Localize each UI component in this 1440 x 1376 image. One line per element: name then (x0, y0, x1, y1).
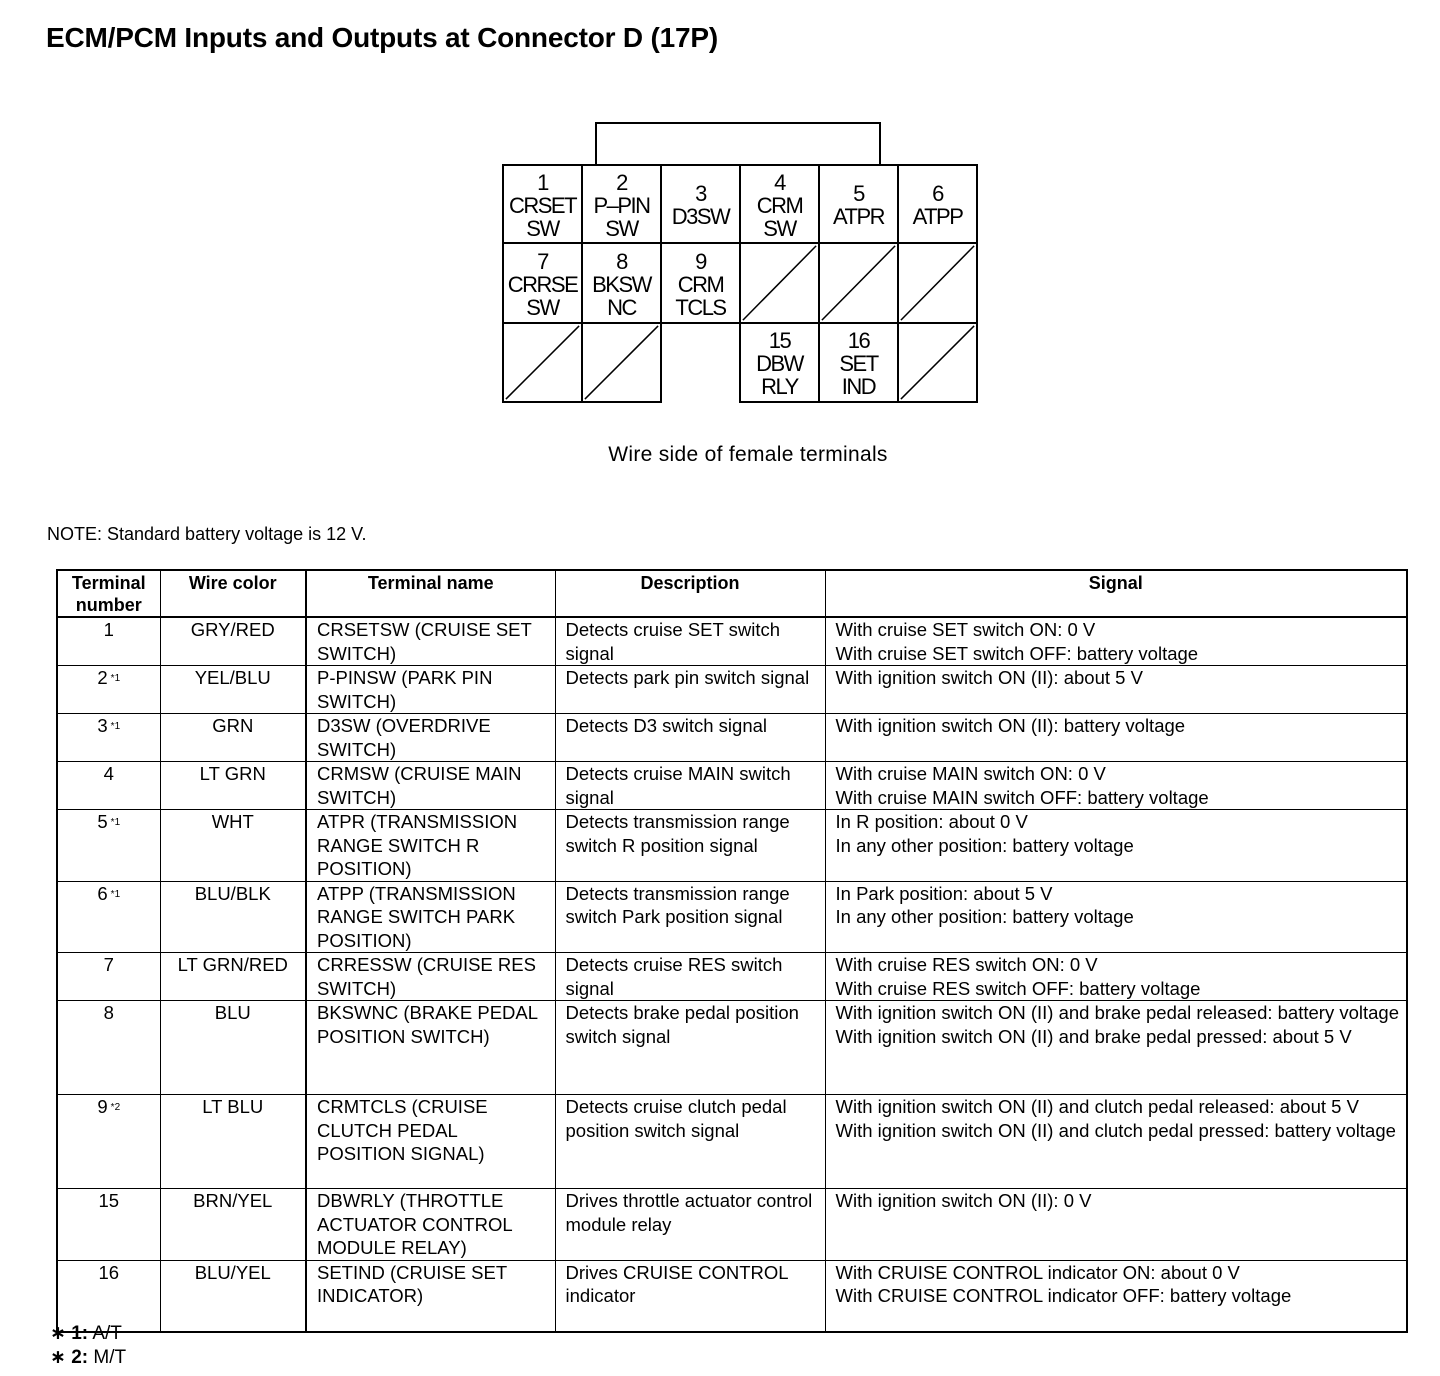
signal-line: With cruise MAIN switch OFF: battery voltage (835, 786, 1209, 808)
description-header: Description (555, 570, 825, 617)
signal-line: With ignition switch ON (II) and brake pedal pressed: about 5 V (835, 1025, 1352, 1047)
terminal-label: IND (841, 374, 876, 399)
terminal-label: BKSW (592, 271, 651, 297)
signal-line: With ignition switch ON (II) and brake pedal released: battery voltage (835, 1002, 1400, 1023)
terminal-number: 5 (853, 181, 864, 206)
signal-header: Signal (825, 570, 1407, 617)
footnote-reference: *1 (110, 673, 121, 684)
signal-cell (825, 1189, 1407, 1261)
wire-color-cell: BRN/YEL (160, 1189, 306, 1261)
footnote (50, 1322, 126, 1346)
table-row (57, 1001, 1407, 1095)
terminal-label: SET (839, 351, 878, 376)
terminal-name-cell: CRSETSW (CRUISE SET SWITCH) (306, 617, 555, 666)
description-cell: Detects transmission range switch R position signal (555, 810, 825, 882)
terminal-label: TCLS (675, 294, 726, 320)
footnotes (50, 1322, 126, 1370)
terminal-label: NC (607, 294, 636, 320)
terminal-number: 9 (97, 1096, 108, 1117)
terminal-number-cell (57, 1095, 160, 1189)
description-cell: Detects transmission range switch Park position signal (555, 881, 825, 953)
table-row (57, 762, 1407, 810)
terminal-number: 1 (537, 169, 548, 195)
terminal-number-cell (57, 714, 160, 762)
signal-line: With ignition switch ON (II) and clutch pedal pressed: battery voltage (835, 1119, 1396, 1141)
signal-cell (825, 714, 1407, 762)
table-row (57, 1260, 1407, 1332)
terminal-label: DBW (756, 351, 803, 376)
battery-note: NOTE: Standard battery voltage is 12 V. (47, 524, 367, 544)
terminal-label: SW (605, 215, 638, 241)
terminal-cell-2 (581, 164, 662, 244)
footnote-mark: ∗ 1: (50, 1323, 89, 1344)
footnote-text: M/T (93, 1347, 127, 1368)
terminal-number-cell (57, 1189, 160, 1261)
description-cell: Detects cruise SET switch signal (555, 617, 825, 666)
terminal-name-cell: BKSWNC (BRAKE PEDAL POSITION SWITCH) (306, 1001, 555, 1095)
signal-line: With ignition switch ON (II): 0 V (835, 1190, 1092, 1211)
wire-color-cell: GRN (160, 714, 306, 762)
footnote-reference: *1 (110, 817, 121, 828)
description-cell: Detects park pin switch signal (555, 666, 825, 714)
terminal-label: CRM (756, 192, 803, 218)
terminal-cell-4 (739, 164, 820, 244)
terminal-number: 5 (97, 811, 108, 832)
table-row (57, 666, 1407, 714)
terminal-number: 6 (97, 882, 108, 904)
terminal-name-cell: CRRESSW (CRUISE RES SWITCH) (306, 953, 555, 1001)
table-row (57, 714, 1407, 762)
terminal-cell-8 (581, 242, 662, 324)
terminal-number-cell (57, 666, 160, 714)
terminal-number: 2 (97, 667, 108, 688)
description-cell: Detects cruise RES switch signal (555, 953, 825, 1001)
terminal-number: 1 (103, 619, 114, 640)
table-row (57, 1189, 1407, 1261)
signal-cell (825, 1001, 1407, 1095)
terminal-number: 3 (695, 181, 706, 206)
terminal-cell-9 (660, 242, 741, 324)
terminal-number-cell (57, 617, 160, 666)
terminal-label: CRSET (508, 192, 577, 218)
signal-cell (825, 953, 1407, 1001)
wire-color-cell: BLU/BLK (160, 881, 306, 953)
terminal-label: D3SW (671, 204, 730, 229)
empty-terminal-cell (502, 322, 583, 403)
terminal-cell-6 (897, 164, 978, 244)
description-cell: Detects cruise MAIN switch signal (555, 762, 825, 810)
table-row (57, 881, 1407, 953)
signal-cell (825, 1260, 1407, 1332)
description-cell: Detects cruise clutch pedal position switch signal (555, 1095, 825, 1189)
terminal-cell-3 (660, 164, 741, 244)
terminal-number: 2 (616, 169, 627, 195)
terminal-name-cell: P-PINSW (PARK PIN SWITCH) (306, 666, 555, 714)
terminal-number: 16 (847, 328, 870, 353)
wire-color-cell: BLU (160, 1001, 306, 1095)
table-row (57, 617, 1407, 666)
signal-line: With CRUISE CONTROL indicator ON: about 0 V (835, 1261, 1240, 1283)
signal-line: With CRUISE CONTROL indicator OFF: battery voltage (835, 1285, 1292, 1306)
header-text: number (75, 595, 142, 615)
signal-line: In Park position: about 5 V (835, 882, 1053, 904)
terminal-name-cell: SETIND (CRUISE SET INDICATOR) (306, 1260, 555, 1332)
signal-line: With ignition switch ON (II): about 5 V (835, 667, 1143, 688)
signal-cell (825, 881, 1407, 953)
footnote-mark: ∗ 2: (50, 1347, 89, 1368)
footnote-reference: *1 (110, 888, 121, 900)
terminal-number: 15 (768, 328, 791, 353)
terminal-number-header (57, 570, 160, 617)
empty-terminal-cell (581, 322, 662, 403)
description-cell: Drives throttle actuator control module relay (555, 1189, 825, 1261)
table-row (57, 953, 1407, 1001)
terminal-number-cell (57, 762, 160, 810)
terminal-name-header: Terminal name (306, 570, 555, 617)
header-text: Terminal (71, 573, 146, 593)
table-header-row (57, 570, 1407, 617)
terminal-number: 7 (537, 248, 548, 274)
terminal-number: 7 (103, 954, 114, 975)
terminal-label: RLY (761, 374, 798, 399)
signal-cell (825, 762, 1407, 810)
terminal-label: CRRSE (507, 271, 578, 297)
wire-color-cell: GRY/RED (160, 617, 306, 666)
terminal-cell-15 (739, 322, 820, 403)
terminal-label: ATPR (832, 204, 885, 229)
empty-terminal-cell (897, 242, 978, 324)
terminal-number-cell (57, 1001, 160, 1095)
page-title: ECM/PCM Inputs and Outputs at Connector D (17P) (46, 22, 718, 53)
terminal-number: 8 (616, 248, 627, 274)
terminal-number: 15 (98, 1190, 120, 1211)
terminal-cell-7 (502, 242, 583, 324)
table-row (57, 810, 1407, 882)
terminal-name-cell: CRMTCLS (CRUISE CLUTCH PEDAL POSITION SIGNAL) (306, 1095, 555, 1189)
terminal-label: ATPP (912, 204, 963, 229)
terminal-number: 3 (97, 715, 108, 736)
terminal-number-cell (57, 953, 160, 1001)
connector-caption: Wire side of female terminals (608, 443, 888, 466)
wire-color-cell: LT GRN (160, 762, 306, 810)
footnote-text: A/T (92, 1323, 122, 1344)
terminal-label: SW (526, 294, 559, 320)
signal-line: With cruise SET switch ON: 0 V (835, 619, 1096, 640)
description-cell: Detects D3 switch signal (555, 714, 825, 762)
empty-terminal-cell (739, 242, 820, 324)
empty-terminal-cell (818, 242, 899, 324)
signal-cell (825, 617, 1407, 666)
wire-color-cell: WHT (160, 810, 306, 882)
terminal-label: CRM (677, 271, 724, 297)
signal-line: With ignition switch ON (II): battery voltage (835, 715, 1186, 736)
signal-cell (825, 1095, 1407, 1189)
terminal-cell-1 (502, 164, 583, 244)
terminal-number: 6 (932, 181, 943, 206)
signal-line: With cruise MAIN switch ON: 0 V (835, 763, 1106, 784)
connector-lock-tab (595, 122, 881, 164)
terminal-label: P–PIN (593, 192, 650, 218)
footnote (50, 1346, 126, 1370)
terminal-label: SW (526, 215, 559, 241)
wire-color-cell: LT GRN/RED (160, 953, 306, 1001)
signal-cell (825, 666, 1407, 714)
terminal-cell-16 (818, 322, 899, 403)
description-cell: Detects brake pedal position switch signal (555, 1001, 825, 1095)
terminal-table (56, 569, 1408, 1333)
signal-line: In any other position: battery voltage (835, 906, 1134, 927)
terminal-number: 4 (774, 169, 785, 195)
wire-color-header: Wire color (160, 570, 306, 617)
terminal-number: 4 (103, 763, 114, 784)
description-cell: Drives CRUISE CONTROL indicator (555, 1260, 825, 1332)
terminal-cell-5 (818, 164, 899, 244)
terminal-name-cell: D3SW (OVERDRIVE SWITCH) (306, 714, 555, 762)
empty-terminal-cell (897, 322, 978, 403)
footnote-reference: *1 (110, 721, 121, 732)
terminal-number: 8 (103, 1002, 114, 1023)
signal-line: In any other position: battery voltage (835, 834, 1134, 856)
terminal-name-cell: CRMSW (CRUISE MAIN SWITCH) (306, 762, 555, 810)
terminal-name-cell: ATPR (TRANSMISSION RANGE SWITCH R POSITION) (306, 810, 555, 882)
terminal-name-cell: DBWRLY (THROTTLE ACTUATOR CONTROL MODULE RELAY) (306, 1189, 555, 1261)
wire-color-cell: YEL/BLU (160, 666, 306, 714)
signal-line: With ignition switch ON (II) and clutch pedal released: about 5 V (835, 1096, 1359, 1117)
signal-cell (825, 810, 1407, 882)
footnote-reference: *2 (110, 1102, 121, 1113)
signal-line: With cruise SET switch OFF: battery voltage (835, 642, 1199, 664)
terminal-label: SW (763, 215, 796, 241)
signal-line: With cruise RES switch ON: 0 V (835, 954, 1098, 975)
signal-line: In R position: about 0 V (835, 811, 1028, 832)
table-row (57, 1095, 1407, 1189)
signal-line: With cruise RES switch OFF: battery voltage (835, 977, 1201, 999)
wire-color-cell: BLU/YEL (160, 1260, 306, 1332)
terminal-number: 9 (695, 248, 706, 274)
terminal-number: 16 (98, 1261, 120, 1283)
wire-color-cell: LT BLU (160, 1095, 306, 1189)
terminal-number-cell (57, 810, 160, 882)
terminal-name-cell: ATPP (TRANSMISSION RANGE SWITCH PARK POSITION) (306, 881, 555, 953)
terminal-number-cell (57, 881, 160, 953)
